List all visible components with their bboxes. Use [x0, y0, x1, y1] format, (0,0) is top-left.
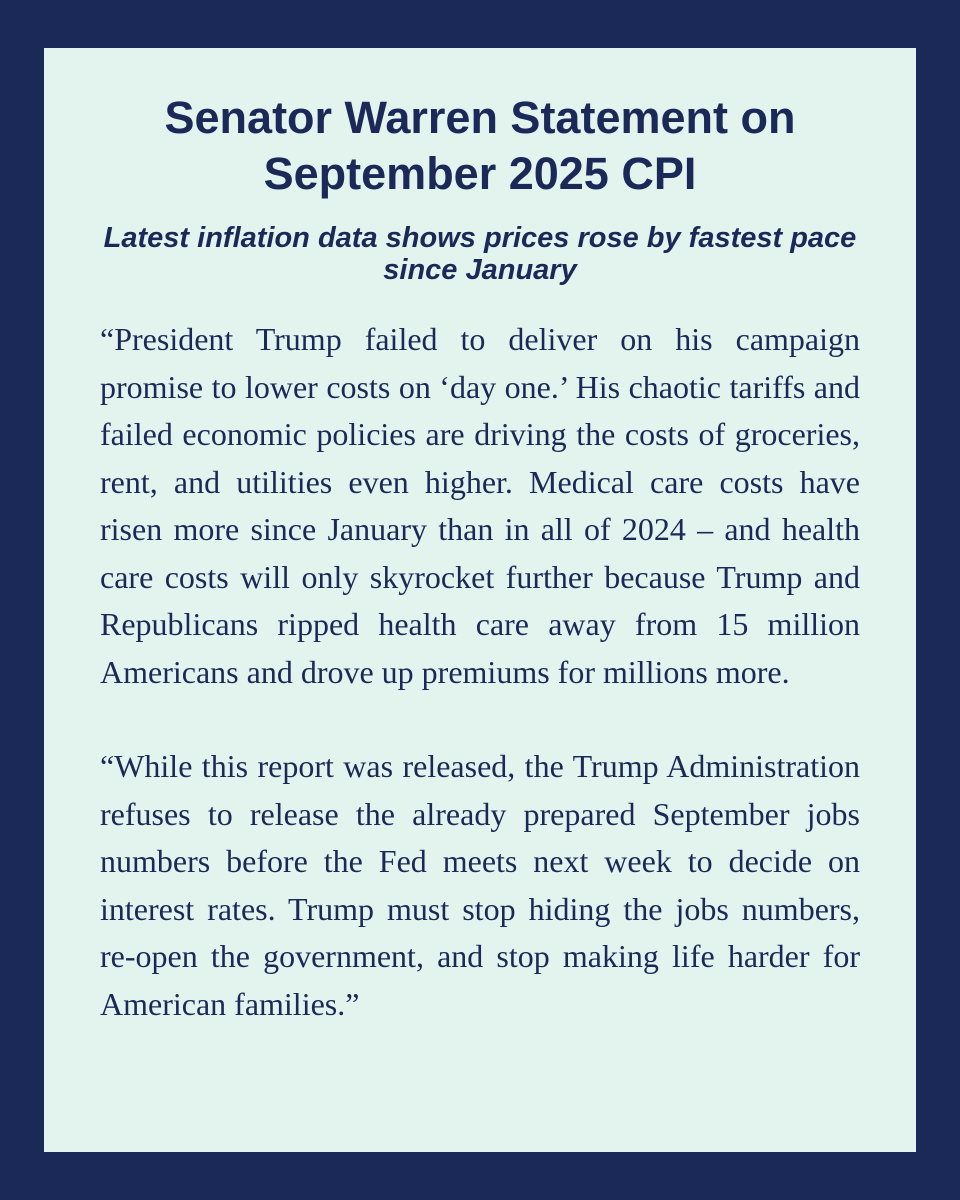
statement-title: Senator Warren Statement on September 2025 CPI — [164, 92, 796, 199]
statement-paragraph-1: “President Trump failed to deliver on his campaign promise to lower costs on ‘day one.’ His chaotic tariffs and failed economic policies are driving the costs of groceries, rent, and utilities even higher. Medical care costs have risen more since January than in all of 2024 – and health care costs will only skyrocket further because Trump and Republicans ripped health care away from 15 million Americans and drove up premiums for millions more. — [100, 321, 860, 690]
statement-paragraph-2: “While this report was released, the Trump Administration refuses to release the already prepared September jobs numbers before the Fed meets next week to decide on interest rates. Trump must stop hiding the jobs numbers, re-open the government, and stop making life harder for American families.” — [100, 748, 860, 1022]
statement-subtitle: Latest inflation data shows prices rose by fastest pace since January — [103, 222, 857, 286]
statement-card — [44, 48, 916, 1152]
